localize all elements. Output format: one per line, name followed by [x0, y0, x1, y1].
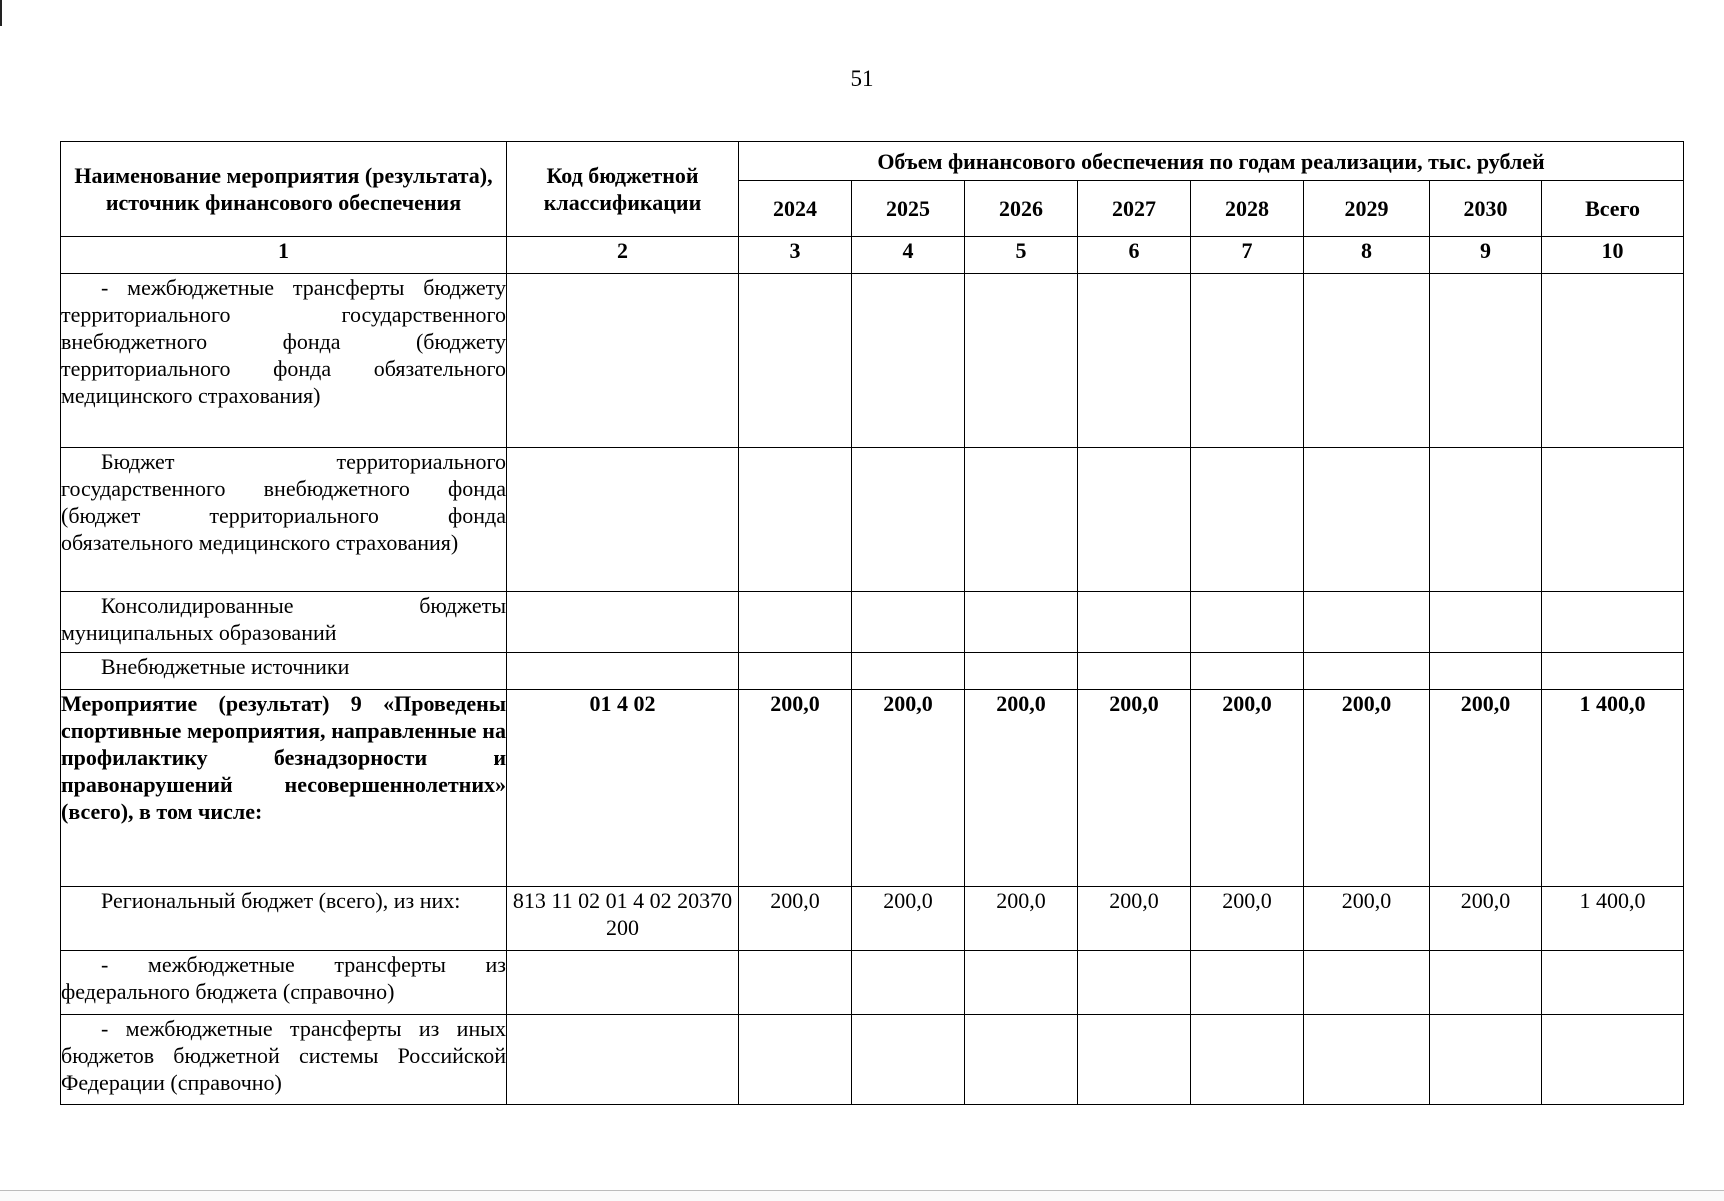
column-number: 4 — [852, 237, 965, 274]
row-code — [507, 592, 739, 653]
row-total — [1542, 274, 1684, 448]
row-value — [1304, 274, 1430, 448]
row-total — [1542, 653, 1684, 690]
row-value — [965, 274, 1078, 448]
row-value: 200,0 — [852, 690, 965, 887]
row-value — [1304, 592, 1430, 653]
row-code: 01 4 02 — [507, 690, 739, 887]
row-value — [739, 592, 852, 653]
row-value — [965, 653, 1078, 690]
column-number: 6 — [1078, 237, 1191, 274]
row-value — [1304, 1015, 1430, 1105]
row-value: 200,0 — [965, 690, 1078, 887]
row-value — [1078, 653, 1191, 690]
column-number-row — [61, 237, 1684, 274]
row-value — [1304, 951, 1430, 1015]
row-name: Мероприятие (результат) 9 «Проведены спортивные мероприятия, направленные на профилактику безнадзорности и правонарушений несовершеннолетних» (всего), в том числе: — [61, 690, 507, 887]
row-value: 200,0 — [1304, 887, 1430, 951]
row-value — [1078, 448, 1191, 592]
row-value — [1430, 1015, 1542, 1105]
row-name: Консолидированные бюджеты муниципальных образований — [61, 592, 507, 653]
row-value: 200,0 — [1430, 690, 1542, 887]
column-number: 5 — [965, 237, 1078, 274]
row-value: 200,0 — [739, 887, 852, 951]
row-value: 200,0 — [1078, 887, 1191, 951]
row-value — [965, 592, 1078, 653]
row-value — [1191, 653, 1304, 690]
row-total: 1 400,0 — [1542, 887, 1684, 951]
row-value: 200,0 — [852, 887, 965, 951]
row-code: 813 11 02 01 4 02 20370 200 — [507, 887, 739, 951]
table-row — [61, 951, 1684, 1015]
row-value — [739, 448, 852, 592]
column-number: 7 — [1191, 237, 1304, 274]
row-name: - межбюджетные трансферты из федерального бюджета (справочно) — [61, 951, 507, 1015]
row-value: 200,0 — [1191, 887, 1304, 951]
row-value — [1430, 951, 1542, 1015]
row-value — [1078, 951, 1191, 1015]
row-code — [507, 448, 739, 592]
header-year: 2027 — [1078, 181, 1191, 237]
row-code — [507, 653, 739, 690]
row-value — [852, 951, 965, 1015]
row-value — [739, 951, 852, 1015]
header-code-column: Код бюджетной классификации — [507, 142, 739, 237]
row-value — [852, 448, 965, 592]
row-total — [1542, 592, 1684, 653]
scan-bottom-edge — [0, 1190, 1724, 1201]
row-value — [1078, 1015, 1191, 1105]
row-value — [852, 274, 965, 448]
row-value: 200,0 — [1430, 887, 1542, 951]
row-value — [965, 1015, 1078, 1105]
row-value — [1191, 951, 1304, 1015]
row-name: - межбюджетные трансферты из иных бюджетов бюджетной системы Российской Федерации (справочно) — [61, 1015, 507, 1105]
row-value: 200,0 — [1191, 690, 1304, 887]
row-code — [507, 951, 739, 1015]
column-number: 3 — [739, 237, 852, 274]
row-value — [1191, 1015, 1304, 1105]
column-number: 10 — [1542, 237, 1684, 274]
row-value — [739, 274, 852, 448]
row-value — [852, 653, 965, 690]
row-value — [1078, 592, 1191, 653]
row-value — [1191, 592, 1304, 653]
header-year: 2024 — [739, 181, 852, 237]
row-value: 200,0 — [1304, 690, 1430, 887]
row-value — [1191, 448, 1304, 592]
table-row — [61, 592, 1684, 653]
row-name: Региональный бюджет (всего), из них: — [61, 887, 507, 951]
row-value — [1430, 653, 1542, 690]
row-value: 200,0 — [1078, 690, 1191, 887]
row-code — [507, 1015, 739, 1105]
row-value — [739, 1015, 852, 1105]
table-row — [61, 690, 1684, 887]
scan-edge-mark — [0, 0, 2, 26]
header-year: 2025 — [852, 181, 965, 237]
financing-table — [60, 141, 1684, 1105]
header-volume-column: Объем финансового обеспечения по годам реализации, тыс. рублей — [739, 142, 1684, 181]
header-year: 2029 — [1304, 181, 1430, 237]
row-value — [965, 951, 1078, 1015]
header-year: 2028 — [1191, 181, 1304, 237]
table-row — [61, 887, 1684, 951]
row-total: 1 400,0 — [1542, 690, 1684, 887]
row-value — [1191, 274, 1304, 448]
row-value — [852, 1015, 965, 1105]
row-value — [1078, 274, 1191, 448]
page-number: 51 — [850, 66, 874, 91]
row-value — [739, 653, 852, 690]
header-year: 2026 — [965, 181, 1078, 237]
row-code — [507, 274, 739, 448]
row-total — [1542, 951, 1684, 1015]
row-value — [1304, 448, 1430, 592]
table-row — [61, 1015, 1684, 1105]
row-value — [1304, 653, 1430, 690]
header-name-column: Наименование мероприятия (результата), источник финансового обеспечения — [61, 142, 507, 237]
table-row — [61, 653, 1684, 690]
row-value — [965, 448, 1078, 592]
column-number: 8 — [1304, 237, 1430, 274]
table-row — [61, 448, 1684, 592]
row-value: 200,0 — [965, 887, 1078, 951]
column-number: 9 — [1430, 237, 1542, 274]
row-value — [852, 592, 965, 653]
column-number: 2 — [507, 237, 739, 274]
row-name: Бюджет территориального государственного внебюджетного фонда (бюджет территориального фонда обязательного медицинского страхования) — [61, 448, 507, 592]
row-value — [1430, 274, 1542, 448]
header-year: 2030 — [1430, 181, 1542, 237]
row-value — [1430, 448, 1542, 592]
header-total: Всего — [1542, 181, 1684, 237]
row-total — [1542, 1015, 1684, 1105]
row-total — [1542, 448, 1684, 592]
row-name: - межбюджетные трансферты бюджету территориального государственного внебюджетного фонда (бюджету территориального фонда обязательного медицинского страхования) — [61, 274, 507, 448]
row-value — [1430, 592, 1542, 653]
row-value: 200,0 — [739, 690, 852, 887]
column-number: 1 — [61, 237, 507, 274]
row-name: Внебюджетные источники — [61, 653, 507, 690]
table-row — [61, 274, 1684, 448]
